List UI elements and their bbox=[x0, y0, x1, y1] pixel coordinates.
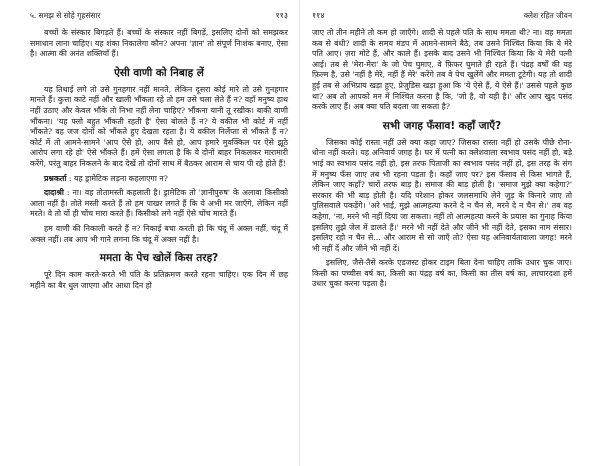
question-text: : यह ड्रामेटिक लड़ना कहलाएगा न? bbox=[68, 173, 168, 183]
question-paragraph bbox=[30, 174, 288, 185]
running-title: ५. समझ से सोहे गृहसंसार bbox=[30, 10, 101, 20]
section-heading: ममता के पेच खोलें किस तरह? bbox=[99, 252, 219, 265]
section-heading: सभी जगह फँसाव! कहाँ जाएँ? bbox=[382, 119, 502, 132]
page-number: ११४ bbox=[312, 11, 325, 20]
paragraph: यह तिथाई लगे तो उसे गुनहगार नहीं मानते, लेकिन दूसरा कोई मारे तो उसे गुनहगार मानते हैं। कुत्ता काटे नहीं और खाली भौंकता रहे तो हम उसे चला लेते हैं न? वहाँ मनुष्य हाथ नहीं उठाए और केवल भौंके तो निभा नहीं लेना चाहिए? भौंकना यानी तू रखीक। बाकी वाणी भौंकना। 'यह फ्लो बहुत भौंकती रहती है' ऐसा बोलते हैं न? ये वकील भी कोर्ट में नहीं भौंकते? वह जज दोनों को भौंकते हुए देखता रहता है। ये वकील निर्लेप्ता से भौंकते हैं न? कोर्ट में तो आमने-सामने 'आप ऐसे हो, आप वैसे हो, आप हमारे मुवक्किल पर ऐसे झूठे आरोप लगा रहे हो' ऐसे भौंकते हैं। हमें ऐसा लगता है कि ये दोनों बाहर निकलकर मारामारी करेंगे, परंतु बाहर निकलने के बाद देखें तो दोनों साथ में बैठकर आराम से चाय पी रहे होते हैं! bbox=[30, 84, 288, 168]
right-page-header bbox=[312, 10, 572, 21]
left-page-header bbox=[30, 10, 288, 21]
running-title: क्लेश रहित जीवन bbox=[523, 10, 572, 20]
questioner-label: प्रश्नकर्ता bbox=[44, 173, 67, 183]
paragraph: जाए तो तीन महीने तो कम हो जाएँगे। शादी से पहले पति के साथ ममता थी? ना। वह ममता कब से बंधी? शादी के समय मंडप में आमने-सामने बैठे, तब उसने निश्चित किया कि ये मेरे पति आए। ज़रा मोटे हैं, और काले हैं। इसके बाद उसने भी निश्चित किया कि ये मेरी पत्नी आई। तब से 'मेरा-मेरा' के जो पेच घुमाए, वे फ़िफर घुमाते ही रहते हैं। पंद्रह वर्षों की यह फ़िल्म है, उसे 'नहीं है मेरे, नहीं हैं मेरे' करेंगे तब वे पेच खुलेंगे और ममता टूटेगी। यह तो शादी हुई तब से अभिप्राय खड़ा हुए, प्रेजुडिस खड़ा हुआ कि 'ये ऐसे हैं, ये ऐसे हैं।' उससे पहले कुछ था? अब तो आपको मन में निश्चित करना है कि, 'जो है, वो यही है।' और आप खुद पसंद करके लाए हैं। अब क्या पति बदला जा सकता है? bbox=[312, 28, 572, 112]
paragraph: पूरे दिन काम करते-करते भी पति के प्रतिक्रमण करते रहना चाहिए। एक दिन में छह महीने का बैर धुल जाएगा और आधा दिन हो bbox=[30, 270, 288, 290]
paragraph: जिसका कोई रास्ता नहीं उसे क्या कहा जाए? जिसका रास्ता नहीं हो उसके पीछे रोना-धोना नहीं करते। यह अनिवार्य जगह है। घर में पत्नी का क्लेशवाला स्वभाव पसंद नहीं हो, बड़े भाई का स्वभाव पसंद नहीं हो, इस तरफ पिताजी का स्वभाव पसंद नहीं हो, इस तरह के संग में मनुष्य फँस जाए तब भी रहना पड़ता है। कहाँ जाए पर? इस फँसाव से किस भागते हैं, लेकिन जाए कहाँ? चारों तरफ बाड़ है। समाज की बाड़ होती है। 'समाज मुझे क्या कहेगा?' सरकार की भी बाड़ होती है। यदि परेशान होकर जलसमाधि लेने जुड़ के किनारे जाए तो पुलिसवाले पकड़ेंगे। 'अरे भाई, मुझे आत्महत्या करने दे न चैन से, मरने दे न चैन से।' तब वह कहेगा, 'ना, मरने भी नहीं दिया जा सकता। नहीं तो आत्महत्या करने के प्रयास का गुनाह किया इसलिए तुझे जेल में डालते हैं।' मरने भी नहीं देते और जीने भी नहीं देते, इसका नाम संसार। इसलिए रहो न चैन से... और आराम से सो जाएँ तो? ऐसा यह अनिवार्यतावाला जगह! मरने भी नहीं दें और जीने भी नहीं दें। bbox=[312, 137, 572, 253]
right-page bbox=[300, 0, 600, 466]
page-number: ११३ bbox=[275, 11, 288, 20]
answer-paragraph bbox=[30, 188, 288, 220]
paragraph: हम वाणी की निकाली करते हैं न? निकाई बचा करती हो कि चंदू में अक्ल नहीं, चंदू में अक्ल नहीं। तब आप भी गाने लगना कि चंदू में अक्ल नहीं है। bbox=[30, 223, 288, 244]
section-heading: ऐसी वाणी को निबाह लें bbox=[114, 66, 204, 79]
answer-text: : ना। वह तोतामस्ती कहलाती है। ड्रामेटिक तो 'ज्ञानीपुरुष' के अलावा किसीको आता नहीं है। तोते मस्ती करते हैं तो हम पाखर लगते हैं कि ये अभी मर जाएँगे, लेकिन नहीं मरते। वे तो यों ही चोंच मारा करते हैं। किसीको लगे नहीं ऐसे चोंच मारते हैं। bbox=[30, 188, 289, 219]
paragraph: बच्चों के संस्कार बिगड़ते हैं। बच्चों के संस्कार नहीं बिगड़ें, इसलिए दोनों को समझकर समाधान लाना चाहिए। यह शंका निकालेगा कौन? अपना 'ज्ञान' तो संपूर्ण निःशंक बनाए, ऐसा है। आत्मा की अनंत शक्तियाँ हैं। bbox=[30, 28, 288, 59]
dadashri-label: दादाश्री bbox=[44, 188, 64, 198]
paragraph: इसलिए, जैसे-तैसे करके एडजस्ट होकर टाइम बिता देना चाहिए ताकि उधार चुक जाए। किसी का पच्चीस वर्ष का, किसी का पंद्रह वर्ष का, किसी का तीस वर्ष का, लाचारदशा हमें उधार चुका करना पड़ता है। bbox=[312, 258, 572, 289]
